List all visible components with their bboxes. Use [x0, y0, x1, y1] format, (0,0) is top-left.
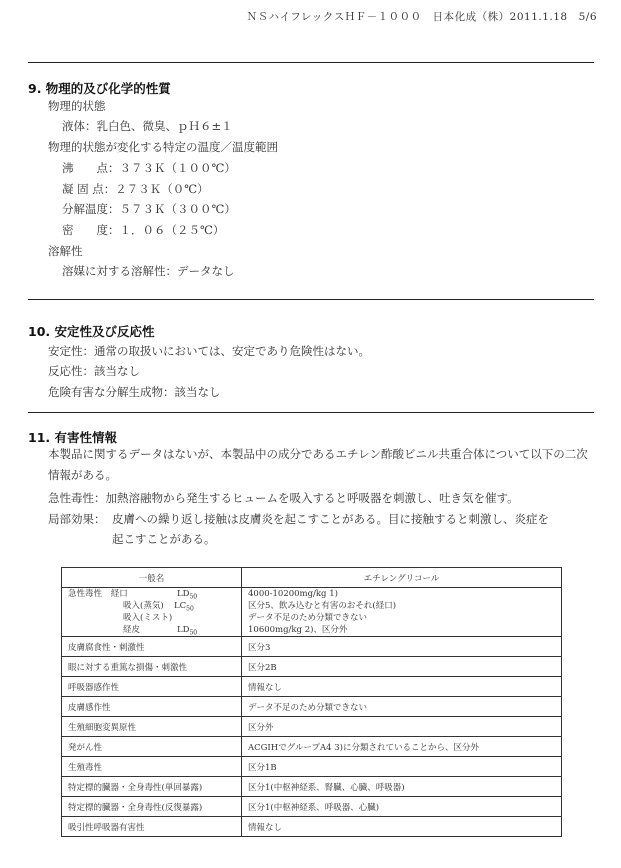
local-effects-line-2: 起こすことがある。 — [112, 532, 216, 546]
liquid-description: 液体：乳白色、微臭、ｐＨ６±１ — [62, 119, 233, 133]
section-10-title: 10. 安定性及び反応性 — [28, 324, 155, 339]
acute-toxicity-text: 急性毒性：加熱溶融物から発生するヒュームを吸入すると呼吸器を刺激し、吐き気を催す。 — [48, 491, 519, 505]
row-label: 眼に対する重篤な損傷・刺激性 — [62, 657, 242, 677]
table-row — [62, 817, 562, 837]
row-value: 区分2B — [242, 657, 562, 677]
physical-state-label: 物理的状態 — [48, 99, 106, 113]
oral-metric: LD — [177, 589, 190, 599]
row-value: データ不足のため分類できない — [242, 697, 562, 717]
table-row — [62, 588, 562, 637]
temperature-label: 物理的状態が変化する特定の温度／温度範囲 — [48, 140, 278, 154]
divider — [28, 412, 594, 413]
hazardous-decomposition: 危険有害な分解生成物：該当なし — [48, 385, 221, 399]
row-label: 特定標的臓器・全身毒性(単回暴露) — [62, 777, 242, 797]
row-value: 区分1(中枢神経系、呼吸器、心臓) — [242, 797, 562, 817]
table-row — [62, 677, 562, 697]
row-value: 情報なし — [242, 817, 562, 837]
oral-metric-index: 50 — [189, 593, 198, 601]
route-inhalation-mist: 吸入(ミスト) — [123, 613, 173, 623]
table-row — [62, 657, 562, 677]
value-oral: 4000-10200mg/kg 1) — [248, 589, 338, 599]
dermal-metric: LD — [177, 625, 190, 635]
table-header-cell: エチレングリコール — [242, 568, 562, 588]
divider — [28, 299, 594, 300]
vapor-metric-index: 50 — [186, 605, 194, 613]
row-value: 情報なし — [242, 677, 562, 697]
row-label: 吸引性呼吸器有害性 — [62, 817, 242, 837]
table-row — [62, 797, 562, 817]
vapor-metric: LC — [174, 601, 187, 611]
section-11-title: 11. 有害性情報 — [28, 430, 117, 445]
table-row — [62, 717, 562, 737]
row-label: 生殖細胞変異原性 — [62, 717, 242, 737]
local-effects-line-1: 皮膚への繰り返し接触は皮膚炎を起こすことがある。目に接触すると刺激し、炎症を — [112, 512, 549, 526]
value-dermal: 10600mg/kg 2)、区分外 — [248, 625, 348, 635]
table-row — [62, 757, 562, 777]
row-value: ACGIHでグループA4 3)に分類されていることから、区分外 — [242, 737, 562, 757]
toxicity-intro: 本製品に関するデータはないが、本製品中の成分であるエチレン酢酸ビニル共重合体について以下の二次情報がある。 — [48, 447, 588, 482]
solubility: 溶媒に対する溶解性：データなし — [62, 264, 235, 278]
row-value: 区分外 — [242, 717, 562, 737]
route-oral: 経口 — [110, 589, 128, 599]
table-header-row — [62, 568, 562, 588]
row-value: 区分3 — [242, 637, 562, 657]
row-label: 呼吸器感作性 — [62, 677, 242, 697]
acute-toxicity-values — [242, 588, 562, 637]
route-dermal: 経皮 — [123, 625, 141, 635]
route-inhalation-vapor: 吸入(蒸気) — [123, 601, 164, 611]
decomposition-temperature: 分解温度：５７３Ｋ（３００℃） — [62, 202, 236, 216]
density: 密 度：１．０６（２５℃） — [62, 223, 225, 237]
table-row — [62, 777, 562, 797]
acute-toxicity-label: 急性毒性 — [68, 589, 103, 599]
page-header: ＮＳハイフレックスＨＦ－１０００ 日本化成（株）2011.1.18 5/6 — [246, 11, 597, 23]
row-label: 生殖毒性 — [62, 757, 242, 777]
value-vapor: 区分5、飲み込むと有害のおそれ(経口) — [248, 601, 397, 611]
value-mist: データ不足のため分類できない — [248, 613, 368, 623]
stability: 安定性：通常の取扱いにおいては、安定であり危険性はない。 — [48, 344, 370, 358]
freezing-point: 凝 固 点：２７３Ｋ（０℃） — [62, 182, 209, 196]
row-label: 発がん性 — [62, 737, 242, 757]
divider — [28, 62, 594, 63]
row-value: 区分1(中枢神経系、腎臓、心臓、呼吸器) — [242, 777, 562, 797]
table-row — [62, 697, 562, 717]
boiling-point: 沸 点：３７３Ｋ（１００℃） — [62, 161, 236, 175]
table-row — [62, 737, 562, 757]
toxicity-table — [61, 567, 562, 837]
reactivity: 反応性：該当なし — [48, 364, 140, 378]
row-label: 皮膚感作性 — [62, 697, 242, 717]
acute-toxicity-cell — [62, 588, 242, 637]
row-value: 区分1B — [242, 757, 562, 777]
table-row — [62, 637, 562, 657]
solubility-label: 溶解性 — [48, 244, 83, 258]
table-header-cell: 一般名 — [62, 568, 242, 588]
row-label: 皮膚腐食性・刺激性 — [62, 637, 242, 657]
local-effects-label: 局部効果： — [48, 512, 106, 526]
row-label: 特定標的臓器・全身毒性(反復暴露) — [62, 797, 242, 817]
section-9-title: 9. 物理的及び化学的性質 — [28, 81, 171, 96]
dermal-metric-index: 50 — [189, 629, 198, 637]
